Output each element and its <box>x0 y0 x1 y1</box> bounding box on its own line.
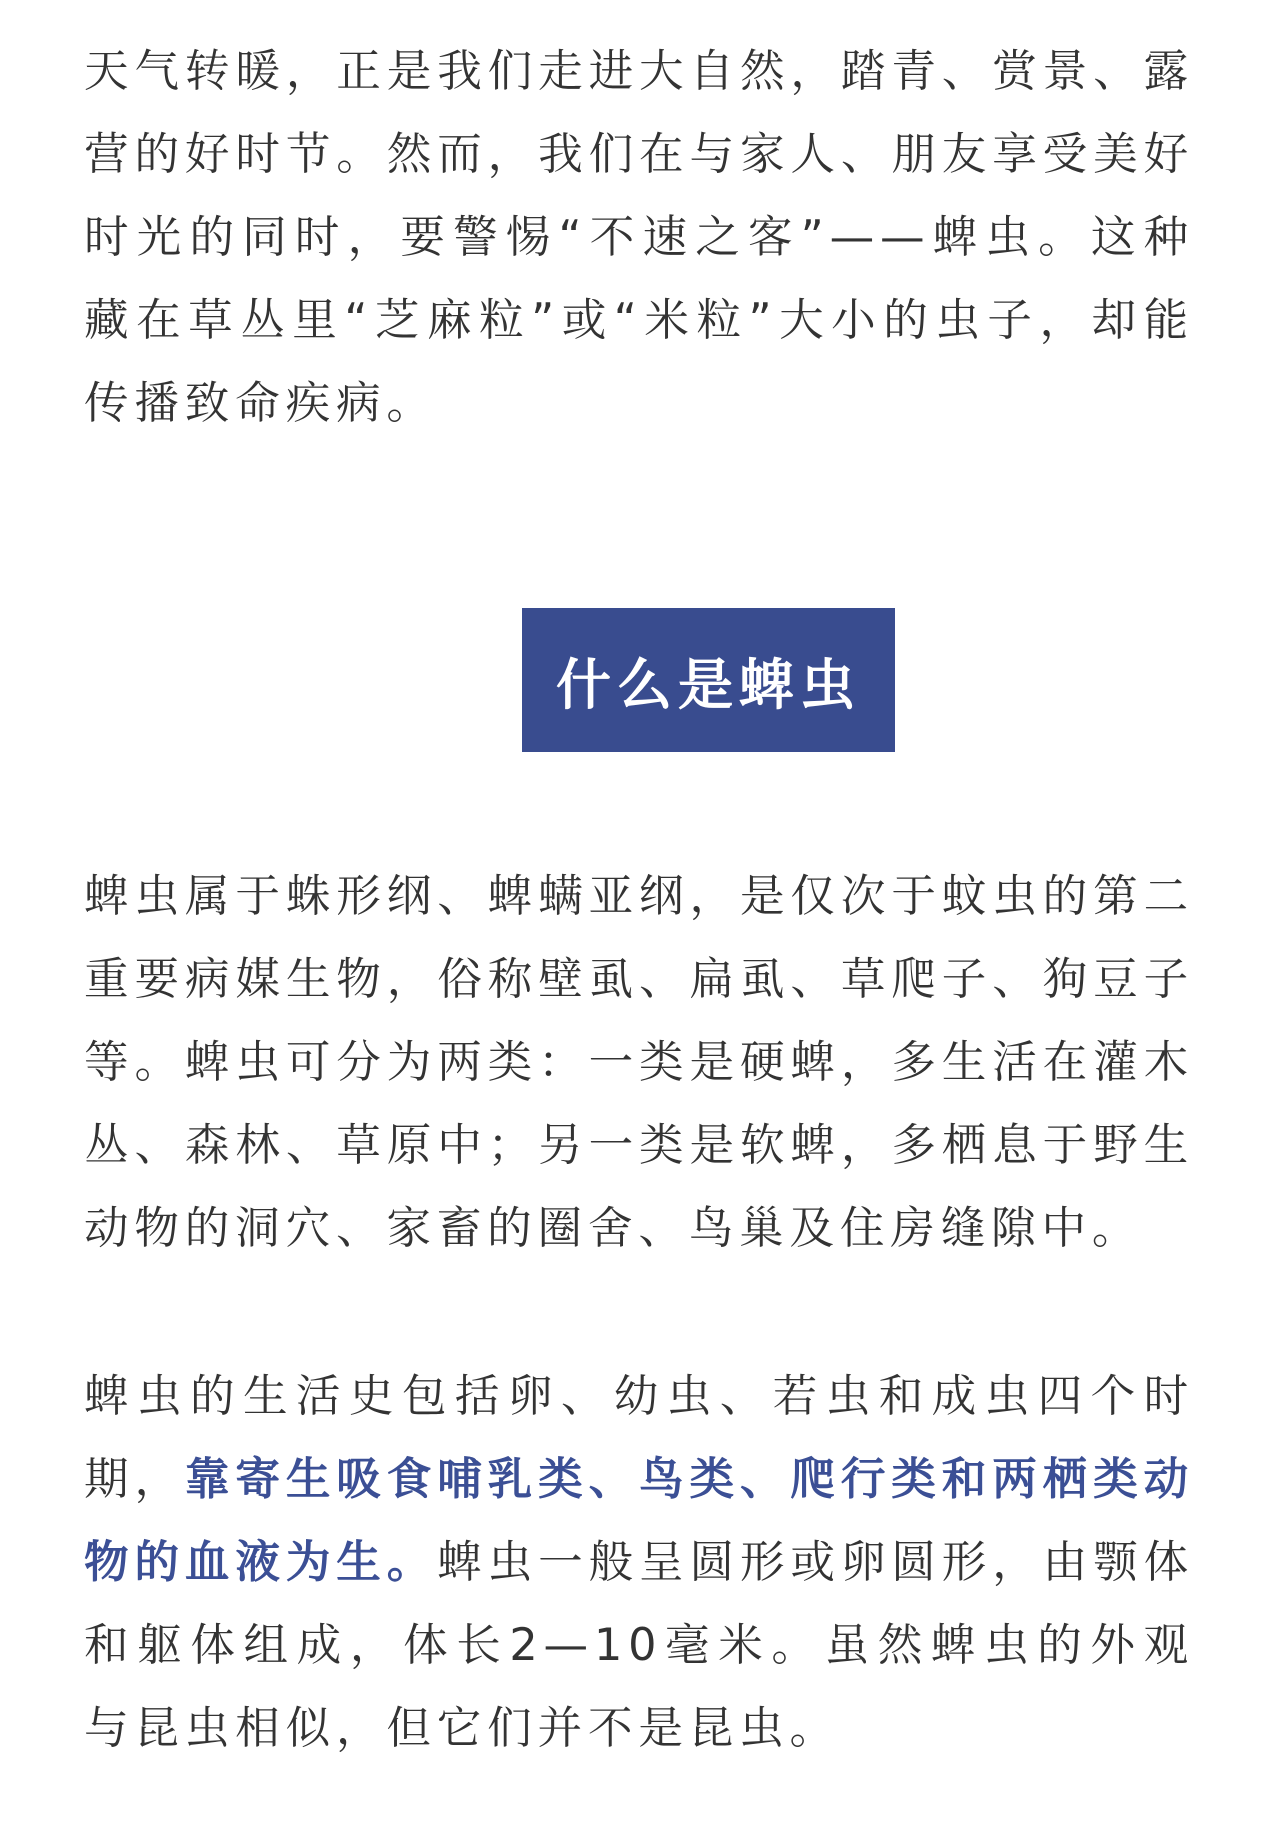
intro-paragraph: 天气转暖，正是我们走进大自然，踏青、赏景、露营的好时节。然而，我们在与家人、朋友享受美好时光的同时，要警惕“不速之客”——蜱虫。这种藏在草丛里“芝麻粒”或“米粒”大小的虫子，却能传播致命疾病。 <box>84 45 1194 429</box>
lifecycle-paragraph <box>84 1355 1194 1770</box>
section-heading-box <box>522 608 895 752</box>
lifecycle-highlight-text: 靠寄生吸食哺乳类、鸟类、爬行类和两栖类动物的血液为生。 <box>84 1453 1194 1588</box>
definition-paragraph: 蜱虫属于蛛形纲、蜱螨亚纲，是仅次于蚊虫的第二重要病媒生物，俗称壁虱、扁虱、草爬子、狗豆子等。蜱虫可分为两类：一类是硬蜱，多生活在灌木丛、森林、草原中；另一类是软蜱，多栖息于野生动物的洞穴、家畜的圈舍、鸟巢及住房缝隙中。 <box>84 870 1194 1254</box>
lifecycle-lead-text: 蜱虫的生活史包括卵、幼虫、若虫和成虫四个时期， <box>84 1370 1194 1505</box>
section-heading: 什么是蜱虫 <box>555 652 861 717</box>
lifecycle-rest-text: 蜱虫一般呈圆形或卵圆形，由颚体和躯体组成，体长2—10毫米。虽然蜱虫的外观与昆虫相似，但它们并不是昆虫。 <box>84 1536 1194 1754</box>
